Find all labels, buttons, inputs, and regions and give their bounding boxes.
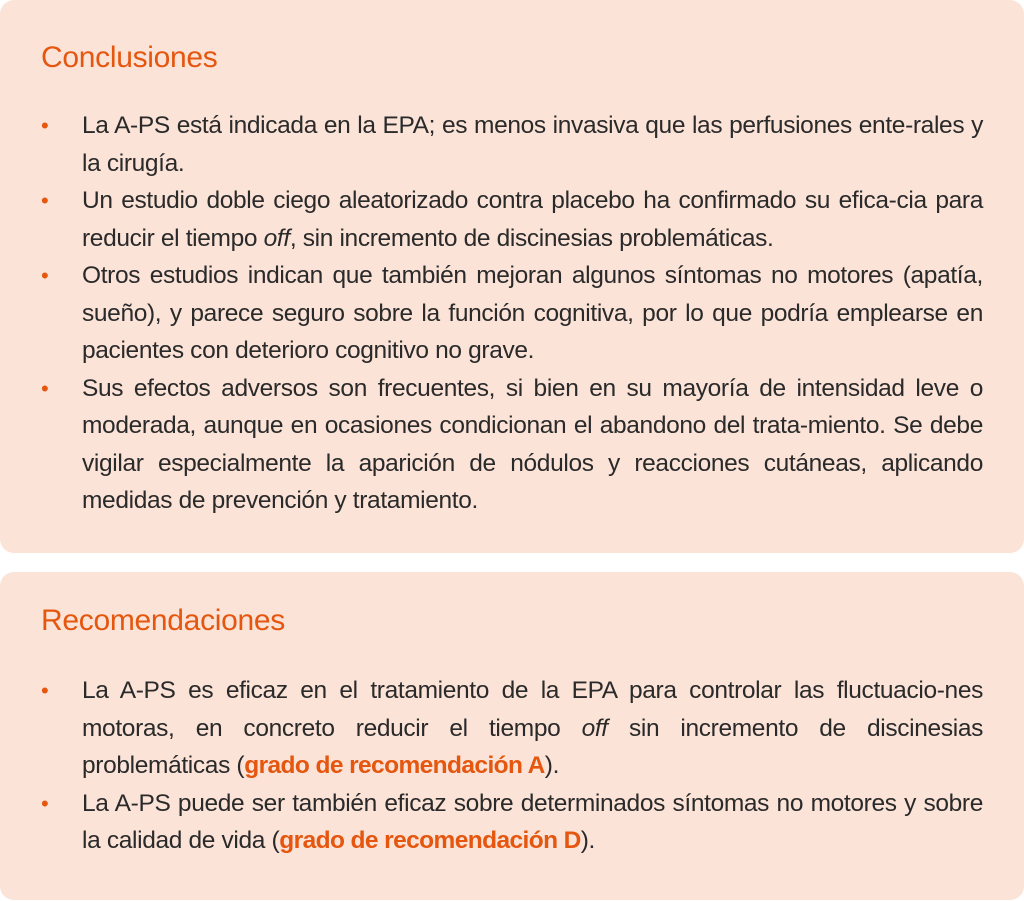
item-text: sin incremento de discinesias problemáticas (: [82, 714, 983, 779]
conclusiones-list: [0, 107, 1024, 520]
recommendation-grade: grado de recomendación A: [244, 752, 545, 779]
item-text: La A-PS está indicada en la EPA; es menos invasiva que las perfusiones ente-rales y la cirugía.: [82, 112, 983, 177]
recomendaciones-box: [0, 572, 1024, 900]
list-item: [0, 257, 1024, 370]
list-item: [0, 107, 1024, 182]
conclusiones-title: Conclusiones: [41, 41, 218, 74]
bullet-icon: •: [41, 790, 49, 816]
bullet-icon: •: [41, 188, 49, 213]
bullet-icon: •: [41, 678, 49, 703]
recommendation-grade: grado de recomendación D: [279, 827, 581, 854]
item-text: Sus efectos adversos son frecuentes, si bien en su mayoría de intensidad leve o moderada, aunque en ocasiones condicionan el abandono del trata-miento. Se debe vigilar especialmente la aparición de nódulos y reacciones cutáneas, aplicando medidas de prevención y tratamiento.: [82, 374, 983, 514]
item-text: Otros estudios indican que también mejoran algunos síntomas no motores (apatía, sueño), y parece seguro sobre la función cognitiva, por lo que podría emplearse en pacientes con deterioro cognitivo no grave.: [82, 262, 983, 364]
bullet-icon: •: [41, 113, 49, 138]
item-italic-term: off: [581, 714, 608, 742]
item-text: La A-PS es eficaz en el tratamiento de la EPA para controlar las fluctuacio-nes motoras, en concreto reducir el tiempo: [82, 677, 983, 742]
recomendaciones-list: [0, 672, 1024, 860]
list-item: [0, 785, 1024, 860]
item-text: , sin incremento de discinesias problemáticas.: [289, 224, 774, 252]
list-item: [0, 182, 1024, 257]
bullet-icon: •: [41, 263, 49, 288]
list-item: [0, 370, 1024, 520]
bullet-icon: •: [41, 375, 49, 401]
item-text: ).: [580, 827, 596, 854]
item-text: ).: [544, 752, 560, 779]
item-text: Un estudio doble ciego aleatorizado contra placebo ha confirmado su efica-cia para reducir el tiempo: [82, 187, 983, 252]
item-italic-term: off: [263, 224, 290, 252]
list-item: [0, 672, 1024, 785]
item-text: La A-PS puede ser también eficaz sobre determinados síntomas no motores y sobre la calidad de vida (: [82, 789, 983, 854]
recomendaciones-title: Recomendaciones: [41, 604, 285, 637]
